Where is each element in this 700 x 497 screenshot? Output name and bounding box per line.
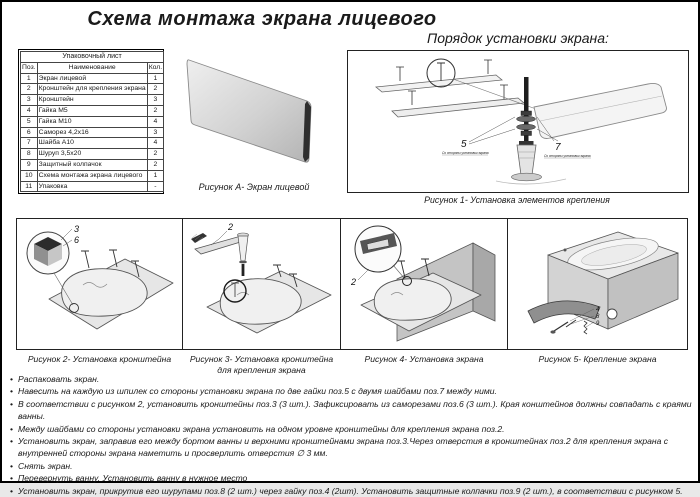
row-name: Гайка М5 <box>37 105 147 116</box>
col-header-qty: Кол. <box>147 62 163 73</box>
table-row <box>21 170 164 181</box>
label-leader <box>358 269 369 280</box>
figure-2-frame <box>16 218 183 350</box>
screen-fastening-drawing <box>508 219 687 349</box>
row-name: Саморез 4,2х16 <box>37 127 147 138</box>
row-pos: 7 <box>21 138 38 149</box>
mounting-elements-drawing <box>348 51 686 190</box>
row-pos: 5 <box>21 116 38 127</box>
row-qty: 2 <box>147 159 163 170</box>
page-title: Схема монтажа экрана лицевого <box>87 8 437 30</box>
instruction-item: • Установить экран, прикрутив его шурупами поз.8 (2 шт.) через гайку поз.4 (2шт). Установить защитные колпачки поз.9 (2 шт.), в соответствии с рисунком 5. <box>9 485 695 497</box>
row-name: Упаковка <box>37 181 147 192</box>
row-qty: 1 <box>147 170 163 181</box>
instruction-item: • Распаковать экран. <box>9 373 695 385</box>
figure-3-frame <box>182 218 341 350</box>
packing-list-title: Упаковочный лист <box>21 52 164 63</box>
table-row <box>21 181 164 192</box>
row-pos: 4 <box>21 105 38 116</box>
label-4: 4 <box>596 307 600 313</box>
table-row <box>21 159 164 170</box>
figure-1-frame <box>347 50 689 193</box>
row-name: Кронштейн <box>37 95 147 106</box>
figure-5-frame <box>507 218 688 350</box>
callout-5 <box>442 117 515 155</box>
exploded-bracket <box>191 233 249 276</box>
instruction-list <box>9 373 695 497</box>
row-qty: 3 <box>147 95 163 106</box>
table-row <box>21 95 164 106</box>
row-qty: 1 <box>147 73 163 84</box>
label-2: 2 <box>228 222 234 232</box>
note-left: Со стороны установки экрана <box>442 151 489 155</box>
instruction-item: • Между шайбами со стороны установки экрана установить на одном уровне кронштейны для крепления экрана поз.2. <box>9 423 695 435</box>
mounting-rails <box>376 60 524 117</box>
row-name: Гайка М10 <box>37 116 147 127</box>
front-screen-drawing <box>170 50 338 180</box>
row-qty: 2 <box>147 149 163 160</box>
figure-5-caption: Рисунок 5- Крепление экрана <box>538 354 657 364</box>
table-row <box>21 138 164 149</box>
tub-body-inverted <box>62 269 148 316</box>
instruction-item: • Установить экран, заправив его между бортом ванны и верхними кронштейнами экрана поз.3.Через отверстия в кронштейнах поз.2 для крепления экрана с внутренней стороны экрана наметить и просверлить отверстия ∅ 3 мм. <box>9 435 695 460</box>
stud-detail <box>437 63 445 81</box>
table-row <box>21 84 164 95</box>
row-qty: - <box>147 181 163 192</box>
instruction-item: • В соответствии с рисунком 2, установить кронштейны поз.3 (3 шт.). Зафиксировать из саморезами поз.6 (3 шт.). Края конштейнов должны совпадать с краями ванны. <box>9 398 695 423</box>
row-qty: 2 <box>147 105 163 116</box>
figure-3-caption-line2: для крепления экрана <box>217 365 306 375</box>
note-right: Со стороны установки экрана <box>544 154 591 158</box>
figure-1-caption: Рисунок 1- Установка элементов крепления <box>424 195 610 205</box>
label-2: 2 <box>351 277 357 287</box>
col-header-name: Наименование <box>37 62 147 73</box>
row-qty: 2 <box>147 84 163 95</box>
bracket-install-drawing <box>17 219 182 349</box>
row-pos: 3 <box>21 95 38 106</box>
row-name: Защитный колпачок <box>37 159 147 170</box>
label-5: 5 <box>461 139 467 150</box>
row-pos: 8 <box>21 149 38 160</box>
label-8: 8 <box>596 314 600 320</box>
row-pos: 6 <box>21 127 38 138</box>
figure-3-caption-line1: Рисунок 3- Установка кронштейна <box>189 354 334 364</box>
table-row <box>21 127 164 138</box>
row-pos: 11 <box>21 181 38 192</box>
table-row <box>21 149 164 160</box>
instruction-item: • Снять экран. <box>9 460 695 472</box>
label-9: 9 <box>596 321 600 327</box>
screen-panel <box>534 83 667 138</box>
row-name: Экран лицевой <box>37 73 147 84</box>
figure-4-caption: Рисунок 4- Установка экрана <box>364 354 484 364</box>
label-6: 6 <box>74 235 80 245</box>
row-name: Шайба А10 <box>37 138 147 149</box>
instruction-item: • Перевернуть ванну. Установить ванну в нужное место <box>9 472 695 484</box>
stud-assembly <box>517 77 536 141</box>
row-pos: 9 <box>21 159 38 170</box>
instruction-item: • Навесить на каждую из шпилек со стороны установки экрана по две гайки поз.5 с двумя шайбами поз.7 между ними. <box>9 385 695 397</box>
figure-a-caption: Рисунок А- Экран лицевой <box>198 182 310 192</box>
screen-install-drawing <box>341 219 507 349</box>
packing-list-table <box>18 49 164 194</box>
row-pos: 2 <box>21 84 38 95</box>
screen-bracket-install-drawing <box>183 219 340 349</box>
fasteners <box>550 320 587 334</box>
row-qty: 4 <box>147 116 163 127</box>
figure-2-caption: Рисунок 2- Установка кронштейна <box>27 354 172 364</box>
row-name: Схема монтажа экрана лицевого <box>37 170 147 181</box>
install-order-heading: Порядок установки экрана: <box>427 30 609 46</box>
row-qty: 4 <box>147 138 163 149</box>
figure-4-frame <box>340 218 508 350</box>
col-header-pos: Поз. <box>21 62 38 73</box>
label-3: 3 <box>74 224 80 234</box>
table-row <box>21 73 164 84</box>
row-qty: 3 <box>147 127 163 138</box>
table-row <box>21 116 164 127</box>
label-7: 7 <box>555 142 561 153</box>
row-pos: 1 <box>21 73 38 84</box>
row-pos: 10 <box>21 170 38 181</box>
panel-face <box>187 60 311 162</box>
tub-body-inverted <box>374 279 451 321</box>
table-row <box>21 105 164 116</box>
target-circle <box>607 309 617 319</box>
row-name: Кронштейн для крепления экрана <box>37 84 147 95</box>
row-name: Шуруп 3,5х20 <box>37 149 147 160</box>
